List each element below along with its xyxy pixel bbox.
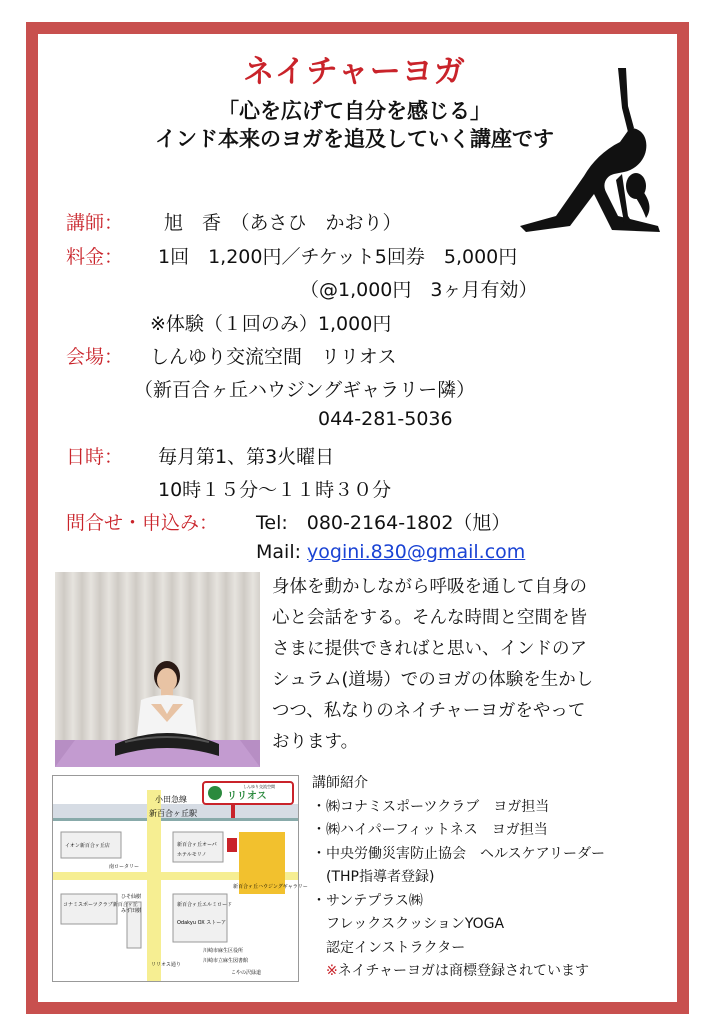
map-logo: リリオス [227,791,267,802]
fee-line-2: （@1,000円 3ヶ月有効） [300,279,538,301]
map-logo-small: しんゆり交流空間 [243,784,275,789]
map-label: みず田樹 [121,908,142,914]
profile-item-sub: フレックスクッションYOGA [326,916,505,932]
contact-mail-label: Mail: [256,541,308,563]
schedule-line-2: 10時１５分～１１時３０分 [158,479,392,501]
map-label: ホテルモリノ [177,852,207,858]
map-label: イオン新百合ヶ丘店 [65,843,110,849]
contact-label: 問合せ・申込み： [66,512,219,534]
map-label: 川崎市麻生区役所 [203,948,244,954]
map-label: 新百合ヶ丘ハウジングギャラリー [233,884,308,890]
venue-line-2: （新百合ヶ丘ハウジングギャラリー隣） [134,379,476,401]
map-label: 新百合ヶ丘オーパ [177,842,217,848]
instructor-photo [55,572,260,767]
yoga-silhouette-icon [510,66,670,236]
profile-item: ・㈱ハイパーフィットネス ヨガ担当 [312,822,548,838]
map-label: 川崎市立麻生図書館 [203,958,249,964]
venue-label-row [66,342,123,369]
map-drawing [53,776,308,981]
map-line-label: 小田急線 [155,795,187,804]
description-line: おります。 [272,732,359,752]
subtitle-line-1: 「心を広げて自分を感じる」 [218,99,491,123]
description-line: さまに提供できればと思い、インドのア [272,639,587,659]
description-line: つつ、私なりのネイチャーヨガをやって [272,701,586,721]
map-label: コナミスポーツクラブ新百合ヶ丘 [63,902,138,908]
map-label: 南ロータリー [109,864,140,870]
map-label: リリオス通り [151,962,181,968]
email-link[interactable]: yogini.830@gmail.com [307,541,526,563]
note-mark: ※ [326,963,338,979]
description-line: 心と会話をする。そんな時間と空間を皆 [272,608,587,628]
fee-line-1: 1回 1,200円／チケット5回券 5,000円 [158,246,518,268]
venue-label: 会場： [66,346,124,368]
access-map [52,775,308,982]
instructor-row [66,208,123,235]
instructor-label: 講師： [66,212,124,234]
profile-item: ・中央労働災害防止協会 ヘルスケアリーダー [312,845,606,862]
map-label: Odakyu OX ストーア [177,920,226,926]
subtitle-line-2: インド本来のヨガを追及していく講座です [155,127,554,151]
trademark-note [326,960,662,984]
fee-label: 料金： [66,246,124,268]
description-line: シュラム(道場）でのヨガの体験を生かし [272,670,594,690]
schedule-label-row [66,442,123,469]
instructor-profile [312,772,662,984]
map-station-label: 新百合ヶ丘駅 [149,809,197,818]
venue-line-1: しんゆり交流空間 リリオス [150,346,397,368]
note-text: ネイチャーヨガは商標登録されています [337,963,590,979]
profile-item-sub: 認定インストラクター [326,939,466,956]
profile-item: ・㈱コナミスポーツクラブ ヨガ担当 [312,798,550,815]
poster-title: ネイチャーヨガ [243,54,466,90]
profile-item-sub: (THP指導者登録) [326,869,435,885]
map-label: 新百合ヶ丘エルミロード [177,902,233,908]
schedule-label: 日時： [66,446,124,468]
fee-line-3: ※体験（１回のみ）1,000円 [150,313,392,335]
venue-phone: 044-281-5036 [318,408,453,430]
schedule-line-1: 毎月第1、第3火曜日 [158,446,335,468]
contact-mail-row [256,541,525,563]
profile-item: ・サンテプラス㈱ [312,892,423,909]
contact-label-row [66,508,218,535]
description-line: 身体を動かしながら呼吸を通して自身の [272,577,587,597]
map-label: こやの沢緑道 [231,970,262,976]
contact-tel: Tel: 080-2164-1802（旭） [256,512,511,534]
fee-label-row [66,242,123,269]
instructor-value: 旭 香 （あさひ かおり） [164,212,402,234]
map-label: ひそ仙樹 [121,894,142,900]
photo-illustration [55,572,260,767]
profile-heading: 講師紹介 [312,775,368,791]
description-text [272,572,647,758]
